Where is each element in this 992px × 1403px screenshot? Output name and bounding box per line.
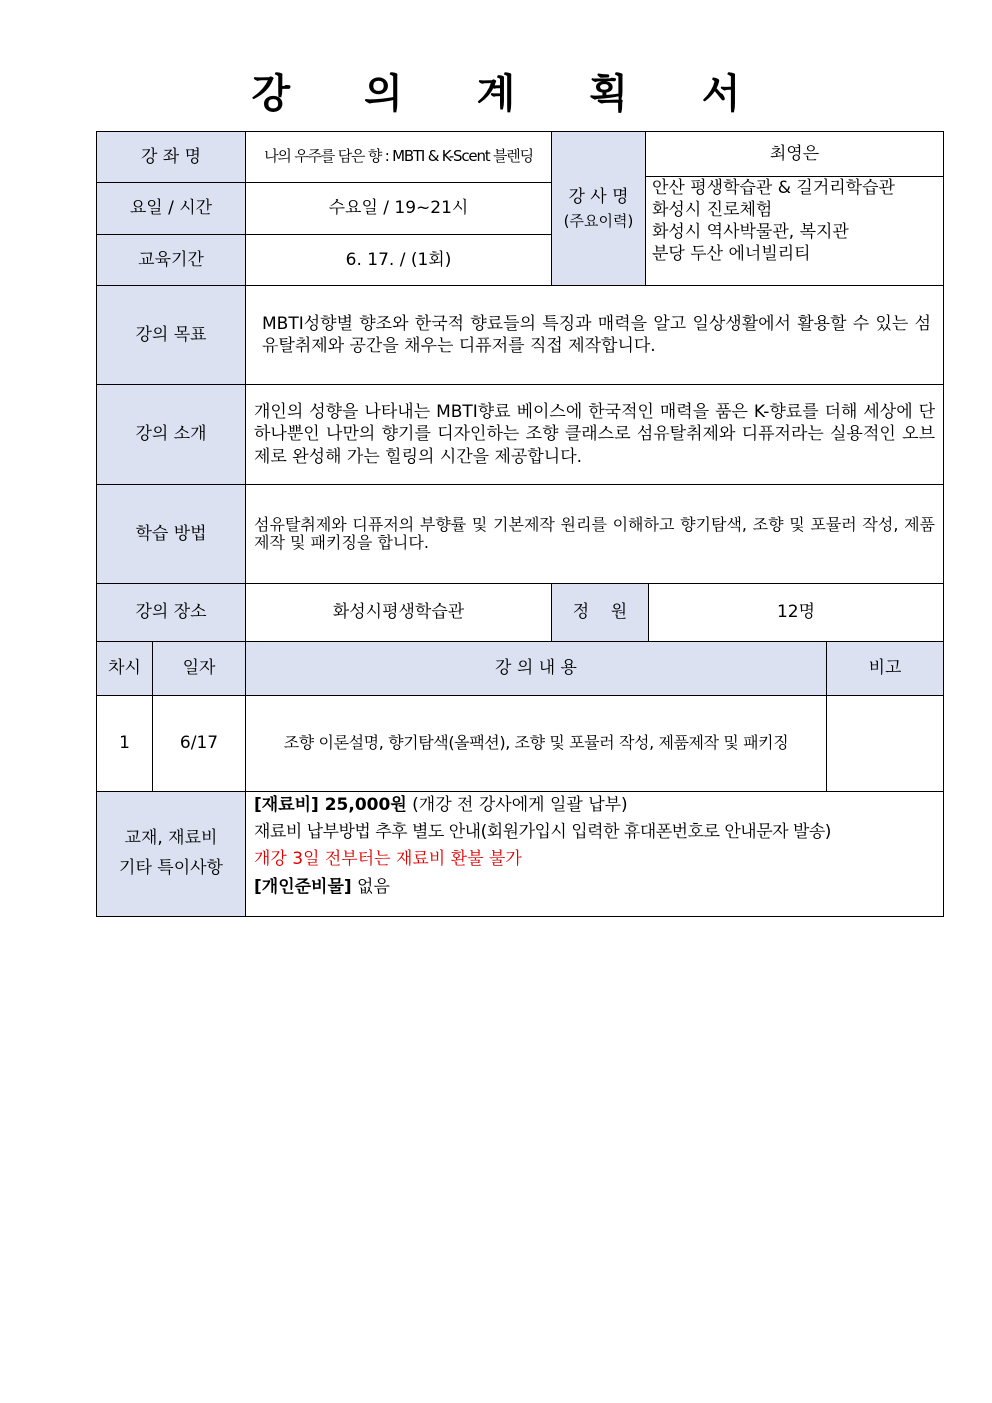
instructor-label — [551, 131, 646, 286]
career-item: 분당 두산 에너빌리티 — [652, 244, 811, 265]
materials-label — [96, 791, 246, 917]
method-label: 학습 방법 — [96, 484, 246, 584]
intro-value — [245, 384, 944, 485]
capacity-label: 정 원 — [551, 583, 649, 642]
period-value: 6. 17. / (1회) — [245, 234, 552, 286]
session-no-header: 차시 — [96, 641, 153, 696]
session-content-header: 강 의 내 용 — [245, 641, 827, 696]
session-date-header: 일자 — [152, 641, 246, 696]
course-name-label: 강 좌 명 — [96, 131, 246, 183]
period-label: 교육기간 — [96, 234, 246, 286]
place-label: 강의 장소 — [96, 583, 246, 642]
personal-items-label: [개인준비물] — [254, 876, 352, 897]
personal-items-line — [254, 874, 390, 901]
career-item: 안산 평생학습관 & 길거리학습관 — [652, 178, 895, 198]
capacity-value: 12명 — [648, 583, 944, 642]
fee-line — [254, 792, 628, 819]
instructor-career — [645, 176, 944, 286]
goal-label: 강의 목표 — [96, 285, 246, 385]
instructor-label-sub: (주요이력) — [563, 211, 634, 230]
intro-label: 강의 소개 — [96, 384, 246, 485]
session-no: 1 — [96, 695, 153, 792]
schedule-label: 요일 / 시간 — [96, 182, 246, 235]
fee-note: (개강 전 강사에게 일괄 납부) — [406, 795, 628, 815]
session-content: 조향 이론설명, 향기탐색(올팩션), 조향 및 포뮬러 작성, 제품제작 및 패키징 — [245, 695, 827, 792]
goal-text: MBTI성향별 향조와 한국적 향료들의 특징과 매력을 알고 일상생활에서 활용할 수 있는 섬유탈취제와 공간을 채우는 디퓨저를 직접 제작합니다. — [262, 313, 931, 356]
method-value — [245, 484, 944, 584]
materials-label-line2: 기타 특이사항 — [119, 858, 223, 878]
materials-value — [245, 791, 944, 917]
intro-text: 개인의 성향을 나타내는 MBTI향료 베이스에 한국적인 매력을 품은 K-향료를 더해 세상에 단 하나뿐인 나만의 향기를 디자인하는 조향 클래스로 섬유탈취제와 디퓨저라는 실용적인 오브제로 완성해 가는 힐링의 시간을 제공합니다. — [254, 402, 935, 467]
payment-method-line: 재료비 납부방법 추후 별도 안내(회원가입시 입력한 휴대폰번호로 안내문자 발송) — [254, 822, 831, 843]
fee-amount: [재료비] 25,000원 — [254, 795, 407, 815]
instructor-name: 최영은 — [645, 131, 944, 177]
session-note-header: 비고 — [826, 641, 944, 696]
page-title: 강 의 계 획 서 — [251, 71, 771, 117]
career-item: 화성시 역사박물관, 복지관 — [652, 222, 849, 243]
personal-items-value: 없음 — [351, 876, 390, 897]
place-value: 화성시평생학습관 — [245, 583, 552, 642]
refund-warning-line: 개강 3일 전부터는 재료비 환불 불가 — [254, 849, 522, 870]
career-item: 화성시 진로체험 — [652, 200, 773, 221]
course-name-value: 나의 우주를 담은 향 : MBTI & K-Scent 블렌딩 — [245, 131, 552, 183]
instructor-label-main: 강 사 명 — [568, 186, 629, 207]
materials-label-line1: 교재, 재료비 — [124, 828, 218, 849]
goal-value — [245, 285, 944, 385]
method-text: 섬유탈취제와 디퓨저의 부향률 및 기본제작 원리를 이해하고 향기탐색, 조향 및 포뮬러 작성, 제품 제작 및 패키징을 합니다. — [254, 514, 935, 552]
session-date: 6/17 — [152, 695, 246, 792]
session-note — [826, 695, 944, 792]
schedule-value: 수요일 / 19~21시 — [245, 182, 552, 235]
